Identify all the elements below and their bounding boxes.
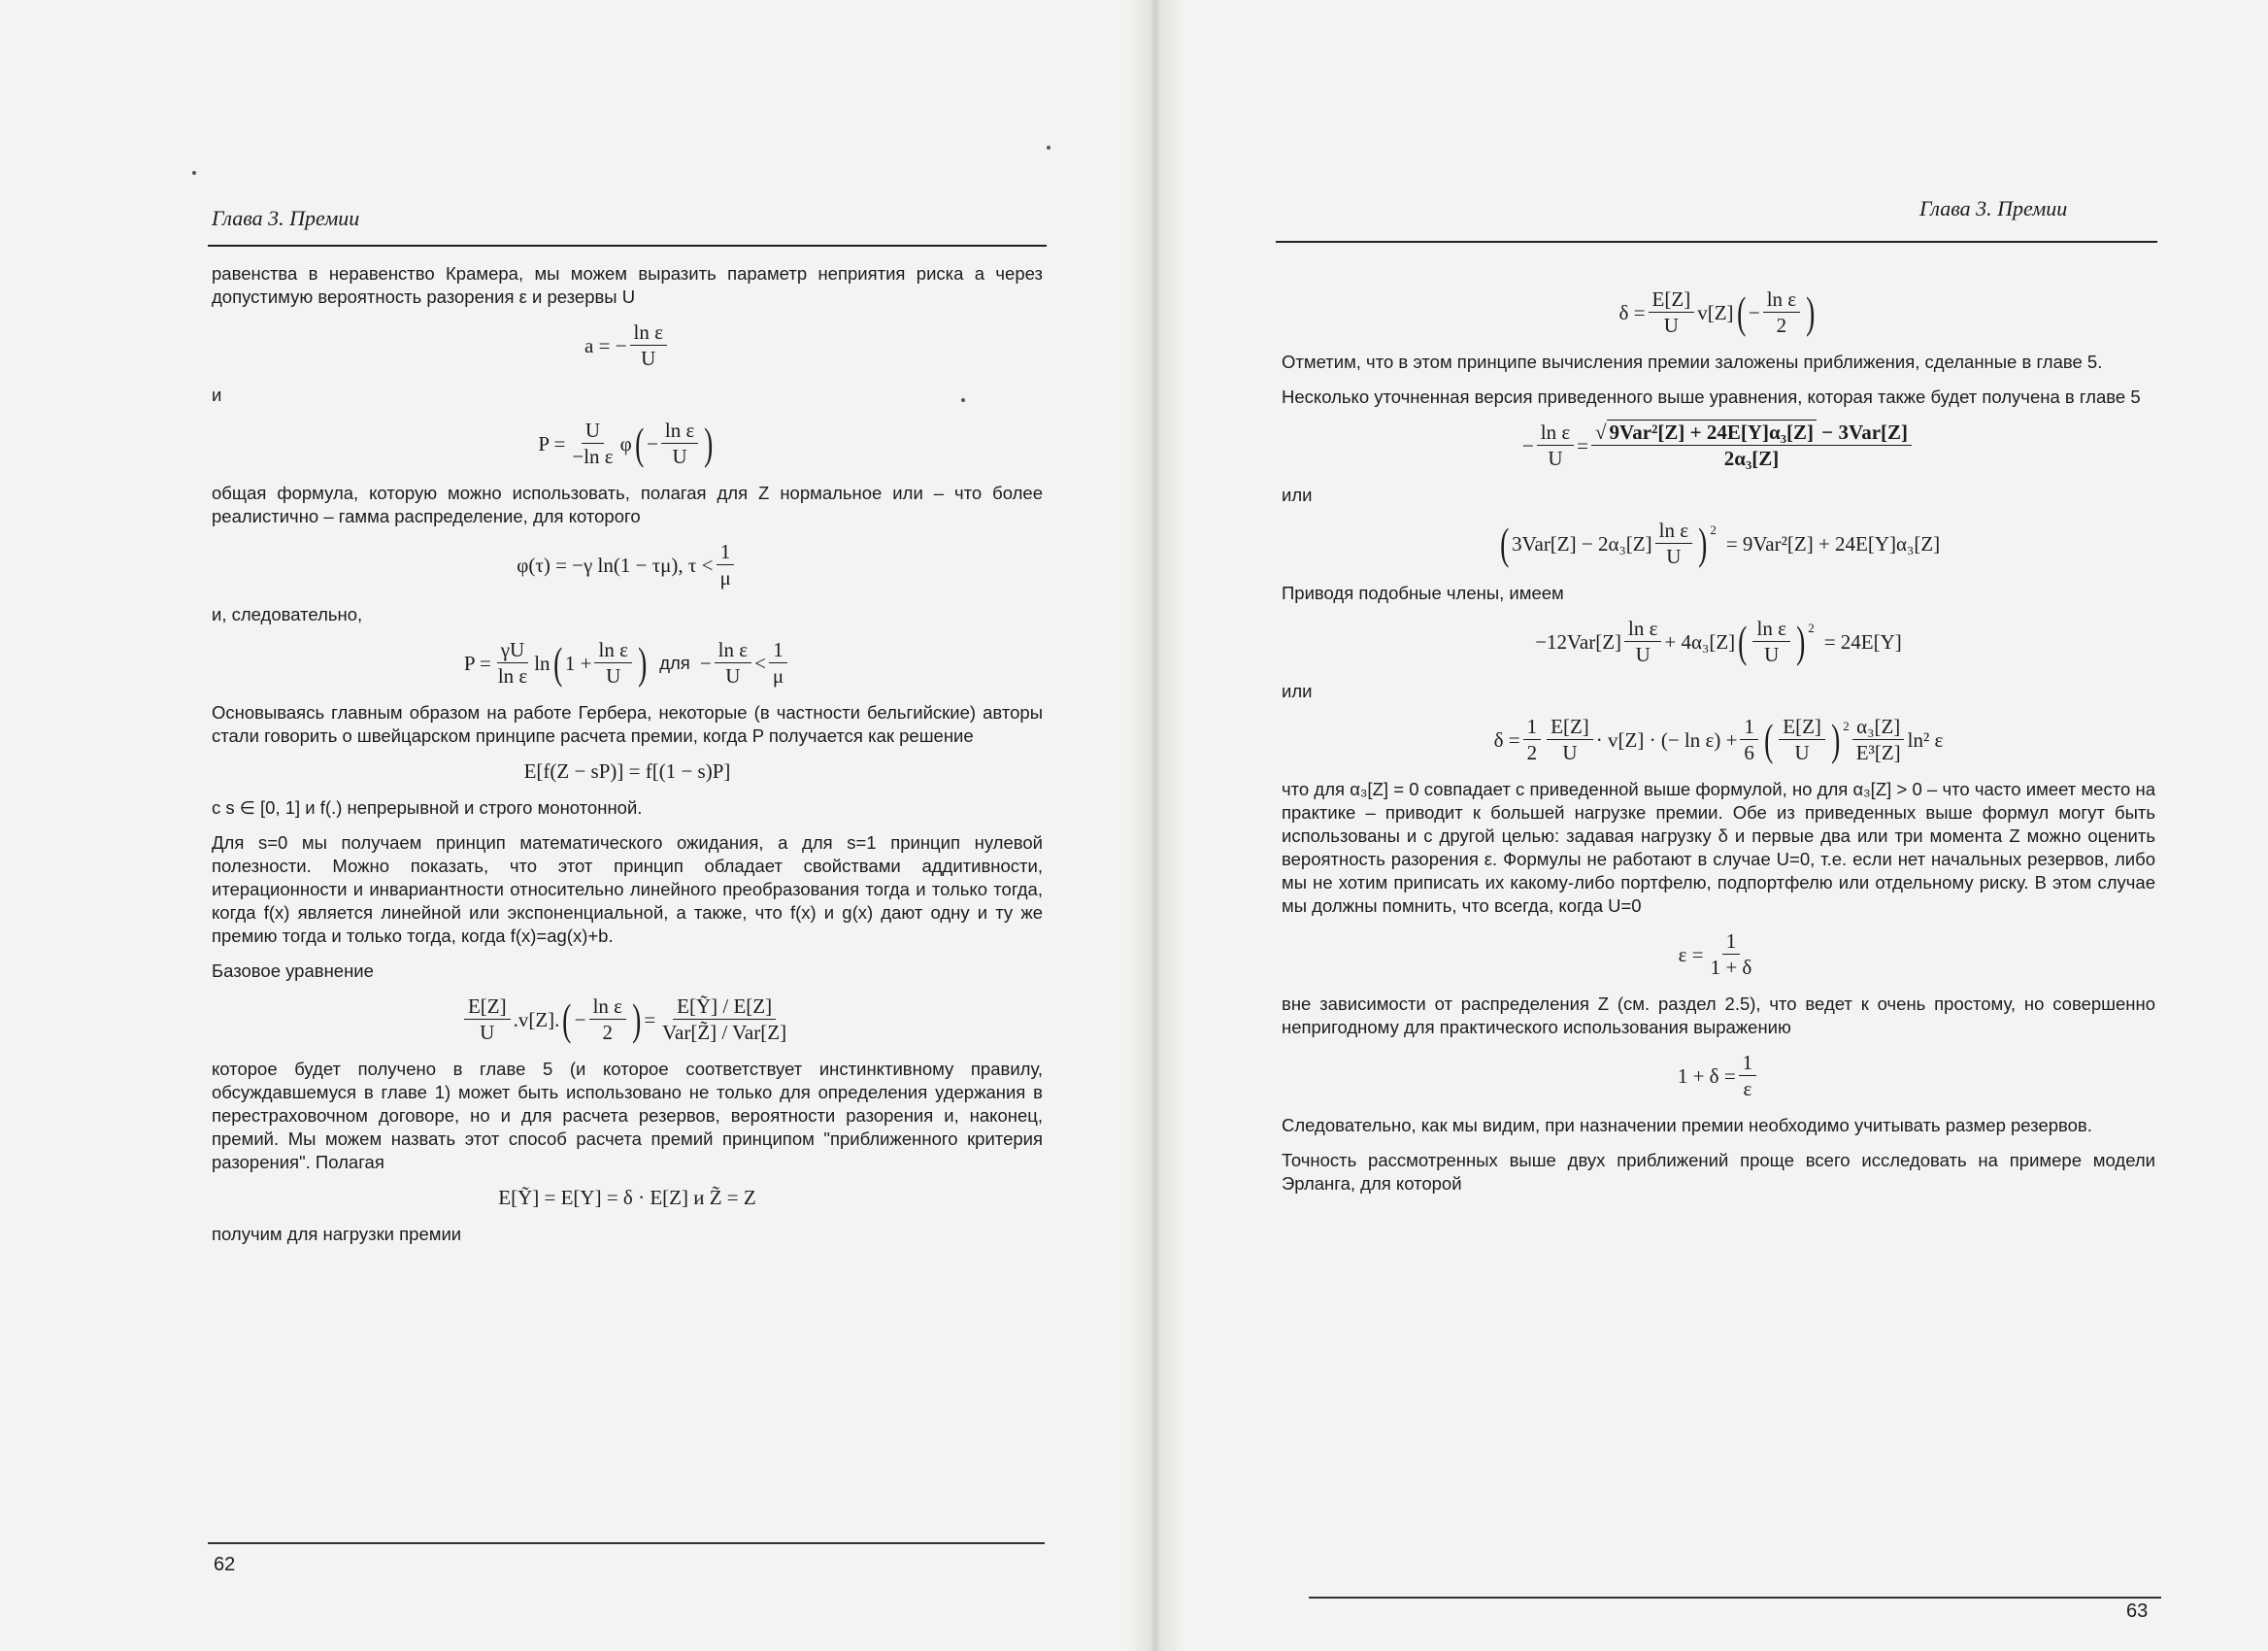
eq-term: P = — [463, 651, 491, 675]
fraction — [1740, 715, 1758, 764]
paragraph: которое будет получено в главе 5 (и которое соответствует инстинктивному правилу, обсуждавшемуся в главе 1) может быть использовано не только для определения удержания в перестраховочном договоре, но и для расчета резервов, вероятности разорения и, наконец, премий. Мы можем назвать этот способ расчета премий принципом "приближенного критерия разорения". Полагая — [212, 1059, 1043, 1172]
numerator: ln ε — [715, 638, 751, 663]
paragraph: что для α₃[Z] = 0 совпадает с приведенной выше формулой, но для α₃[Z] > 0 – что часто имеет место на практике – приводит к большей нагрузке премии. Обе из приведенных выше формул могут быть использованы и с другой целью: задавая нагрузку δ и первые два или три момента Z можно оценить вероятность разорения ε. Формулы не работают в случае U=0, т.е. если нет начальных резервов, либо мы не хотим приписать их какому-либо портфелю, подпортфелю или отдельному риску. В этом случае мы должны помнить, что всегда, когда U=0 — [1282, 779, 2155, 916]
eq-term: φ(τ) = −γ ln(1 − τμ), τ < — [517, 553, 714, 577]
equation — [1282, 1051, 2155, 1100]
numerator: ln ε — [589, 994, 626, 1020]
equation — [1282, 617, 2155, 666]
fraction — [1739, 1051, 1757, 1100]
numerator: U — [582, 419, 604, 444]
numerator: α₃[Z] — [1852, 715, 1904, 740]
equation — [212, 1186, 1043, 1209]
paragraph: и, следовательно, — [212, 604, 363, 624]
eq-term: − 3Var[Z] — [1817, 421, 1909, 444]
paragraph: вне зависимости от распределения Z (см. раздел 2.5), что ведет к очень простому, но совершенно непригодному для практического использования выражению — [1282, 994, 2155, 1037]
eq-term: = 24E[Y] — [1823, 629, 1902, 654]
right-paren: ) — [632, 994, 642, 1044]
left-paren: ( — [562, 994, 572, 1044]
eq-word: для — [659, 652, 690, 673]
equation — [1282, 519, 2155, 568]
paragraph: Отметим, что в этом принципе вычисления премии заложены приближения, сделанные в главе 5. — [1282, 352, 2103, 372]
left-paren: ( — [634, 418, 644, 468]
numerator: √ 9Var²[Z] + 24E[Y]α₃[Z] − 3Var[Z] — [1591, 421, 1912, 446]
scan-speck — [1047, 146, 1051, 150]
paragraph: Для s=0 мы получаем принцип математического ожидания, а для s=1 принцип нулевой полезности. Можно показать, что этот принцип обладает свойствами аддитивности, итерационности и инвариантности относительно линейного преобразования тогда и только тогда, когда f(x) является линейной или экспоненциальной, а также, что f(x) и g(x) дают одну и ту же премию тогда и только тогда, когда f(x)=ag(x)+b. — [212, 832, 1043, 946]
denominator: U — [606, 664, 621, 688]
right-paren: ) — [1795, 616, 1806, 666]
numerator: ln ε — [630, 320, 667, 346]
eq-term: ε = — [1678, 942, 1704, 966]
left-paren: ( — [1738, 616, 1748, 666]
fraction — [1707, 929, 1756, 979]
equation — [212, 419, 1043, 468]
eq-term: − — [699, 651, 712, 675]
equation — [212, 759, 1043, 783]
paragraph: Базовое уравнение — [212, 960, 374, 981]
denominator: E³[Z] — [1855, 741, 1901, 764]
denominator: 2 — [602, 1021, 614, 1044]
numerator: ln ε — [661, 419, 698, 444]
numerator: 1 — [1523, 715, 1542, 740]
numerator: E[Z] — [1547, 715, 1593, 740]
page-number: 63 — [2126, 1600, 2149, 1622]
exponent: 2 — [1710, 522, 1717, 537]
eq-term: a = − — [584, 333, 627, 357]
eq-term: ln² ε — [1907, 727, 1944, 752]
eq-term: ln — [534, 651, 550, 675]
fraction — [1763, 287, 1800, 337]
denominator: U — [1666, 545, 1682, 568]
denominator: U — [480, 1021, 495, 1044]
paragraph: с s ∈ [0, 1] и f(.) непрерывной и строго монотонной. — [212, 797, 643, 818]
fraction — [494, 638, 531, 688]
denominator: 2 — [1526, 741, 1538, 764]
running-header: Глава 3. Премии — [1919, 196, 2068, 220]
eq-term: 1 + δ = — [1677, 1063, 1736, 1088]
fraction — [1852, 715, 1905, 764]
fraction — [464, 994, 511, 1044]
numerator: 1 — [1722, 929, 1741, 955]
fraction — [1523, 715, 1542, 764]
right-paren: ) — [1698, 518, 1708, 568]
paragraph: Основываясь главным образом на работе Гербера, некоторые (в частности бельгийские) авторы стали говорить о швейцарском принципе расчета премии, когда P получается как решение — [212, 702, 1043, 746]
equation — [212, 320, 1043, 370]
eq-term: 3Var[Z] − 2α₃[Z] — [1512, 531, 1652, 556]
fraction — [1591, 421, 1912, 470]
paragraph: или — [1282, 681, 1313, 701]
left-paren: ( — [1499, 518, 1510, 568]
footer-rule — [1309, 1597, 2161, 1599]
right-page — [1175, 0, 2268, 1651]
equation — [212, 540, 1043, 590]
eq-term: = 9Var²[Z] + 24E[Y]α₃[Z] — [1725, 531, 1941, 556]
header-rule — [1276, 241, 2157, 243]
denominator: 2α₃[Z] — [1723, 447, 1780, 470]
eq-term: · v[Z] · (− ln ε) + — [1595, 727, 1738, 752]
eq-term: .v[Z]. — [513, 1007, 560, 1031]
left-paren: ( — [552, 637, 562, 688]
denominator: ε — [1743, 1077, 1752, 1100]
denominator: μ — [772, 664, 784, 688]
paragraph: равенства в неравенство Крамера, мы можем выразить параметр неприятия риска а через допустимую вероятность разорения ε и резервы U — [212, 263, 1043, 307]
eq-term: v[Z] — [1697, 300, 1734, 324]
fraction — [658, 994, 790, 1044]
fraction — [1537, 421, 1574, 470]
eq-term: + 4α₃[Z] — [1664, 629, 1736, 654]
denominator: ln ε — [497, 664, 528, 688]
equation — [212, 638, 1043, 688]
fraction — [1752, 617, 1789, 666]
paragraph: Следовательно, как мы видим, при назначении премии необходимо учитывать размер резервов. — [1282, 1115, 2092, 1135]
eq-term: −12Var[Z] — [1535, 629, 1622, 654]
eq-term: = — [1577, 433, 1589, 457]
left-paren: ( — [1763, 714, 1774, 764]
eq-term: P = — [538, 431, 566, 455]
fraction — [594, 638, 631, 688]
numerator: E[Z] — [1779, 715, 1825, 740]
denominator: 1 + δ — [1710, 956, 1752, 979]
paragraph: получим для нагрузки премии — [212, 1224, 462, 1244]
left-paren: ( — [1736, 286, 1746, 337]
denominator: 2 — [1776, 314, 1787, 337]
header-rule — [208, 245, 1047, 247]
denominator: 6 — [1744, 741, 1754, 764]
left-text-column — [212, 262, 1043, 1258]
eq-term: = — [644, 1007, 656, 1031]
exponent: 2 — [1843, 719, 1850, 733]
denominator: U — [1635, 643, 1651, 666]
numerator: ln ε — [1752, 617, 1789, 642]
sqrt-radicand: 9Var²[Z] + 24E[Y]α₃[Z] — [1607, 420, 1817, 444]
fraction — [1624, 617, 1661, 666]
denominator: U — [1548, 447, 1563, 470]
numerator: ln ε — [1537, 421, 1574, 446]
paragraph: Точность рассмотренных выше двух приближений проще всего исследовать на примере модели Эрланга, для которой — [1282, 1150, 2155, 1194]
numerator: ln ε — [594, 638, 631, 663]
eq-term: − — [647, 431, 658, 455]
exponent: 2 — [1808, 621, 1815, 635]
eq-term: − — [574, 1007, 586, 1031]
fraction — [568, 419, 617, 468]
fraction — [589, 994, 626, 1044]
eq-term: E[Ỹ] = E[Y] = δ · E[Z] и Z̃ = Z — [498, 1186, 756, 1209]
equation — [1282, 715, 2155, 764]
footer-rule — [208, 1542, 1045, 1544]
fraction — [769, 638, 787, 688]
numerator: E[Z] — [1649, 287, 1695, 313]
running-header: Глава 3. Премии — [212, 206, 360, 230]
fraction — [1779, 715, 1825, 764]
denominator: −ln ε — [572, 445, 614, 468]
numerator: γU — [497, 638, 528, 663]
right-text-column — [1282, 278, 2155, 1207]
scan-speck — [192, 171, 196, 175]
paragraph: или — [1282, 485, 1313, 505]
eq-term: < — [754, 651, 766, 675]
eq-term: δ = — [1618, 300, 1646, 324]
denominator: U — [641, 347, 656, 370]
denominator: Var[Z̃] / Var[Z] — [662, 1021, 787, 1044]
eq-term: 1 + — [564, 651, 592, 675]
numerator: E[Ỹ] / E[Z] — [673, 994, 776, 1020]
denominator: U — [725, 664, 741, 688]
fraction — [716, 540, 734, 590]
eq-term: − — [1748, 300, 1760, 324]
equation — [212, 994, 1043, 1044]
denominator: U — [1562, 741, 1578, 764]
numerator: ln ε — [1655, 519, 1692, 544]
fraction — [1547, 715, 1593, 764]
eq-term: φ — [619, 431, 632, 455]
numerator: ln ε — [1763, 287, 1800, 313]
paragraph: Несколько уточненная версия приведенного выше уравнения, которая также будет получена в главе 5 — [1282, 387, 2141, 407]
fraction — [1655, 519, 1692, 568]
numerator: 1 — [1739, 1051, 1757, 1076]
right-paren: ) — [1806, 286, 1816, 337]
fraction — [630, 320, 667, 370]
right-paren: ) — [704, 418, 714, 468]
denominator: U — [1794, 741, 1810, 764]
numerator: ln ε — [1624, 617, 1661, 642]
numerator: 1 — [769, 638, 787, 663]
denominator: U — [1663, 314, 1679, 337]
eq-term: − — [1521, 433, 1534, 457]
eq-term: δ = — [1493, 727, 1520, 752]
scan-speck — [961, 398, 965, 402]
numerator: 1 — [1740, 715, 1758, 740]
denominator: U — [672, 445, 687, 468]
paragraph: и — [212, 385, 222, 405]
numerator: 1 — [717, 540, 735, 565]
equation — [1282, 421, 2155, 470]
page-number: 62 — [214, 1554, 236, 1575]
equation — [1282, 929, 2155, 979]
fraction — [1649, 287, 1695, 337]
denominator: μ — [719, 566, 731, 590]
right-paren: ) — [637, 637, 648, 688]
right-paren: ) — [1830, 714, 1841, 764]
fraction — [661, 419, 698, 468]
denominator: U — [1764, 643, 1780, 666]
equation — [1282, 287, 2155, 337]
eq-term: E[f(Z − sP)] = f[(1 − s)P] — [523, 759, 731, 783]
paragraph: общая формула, которую можно использовать, полагая для Z нормальное или – что более реалистично – гамма распределение, для которого — [212, 483, 1043, 526]
numerator: E[Z] — [464, 994, 511, 1020]
fraction — [715, 638, 751, 688]
paragraph: Приводя подобные члены, имеем — [1282, 583, 1564, 603]
